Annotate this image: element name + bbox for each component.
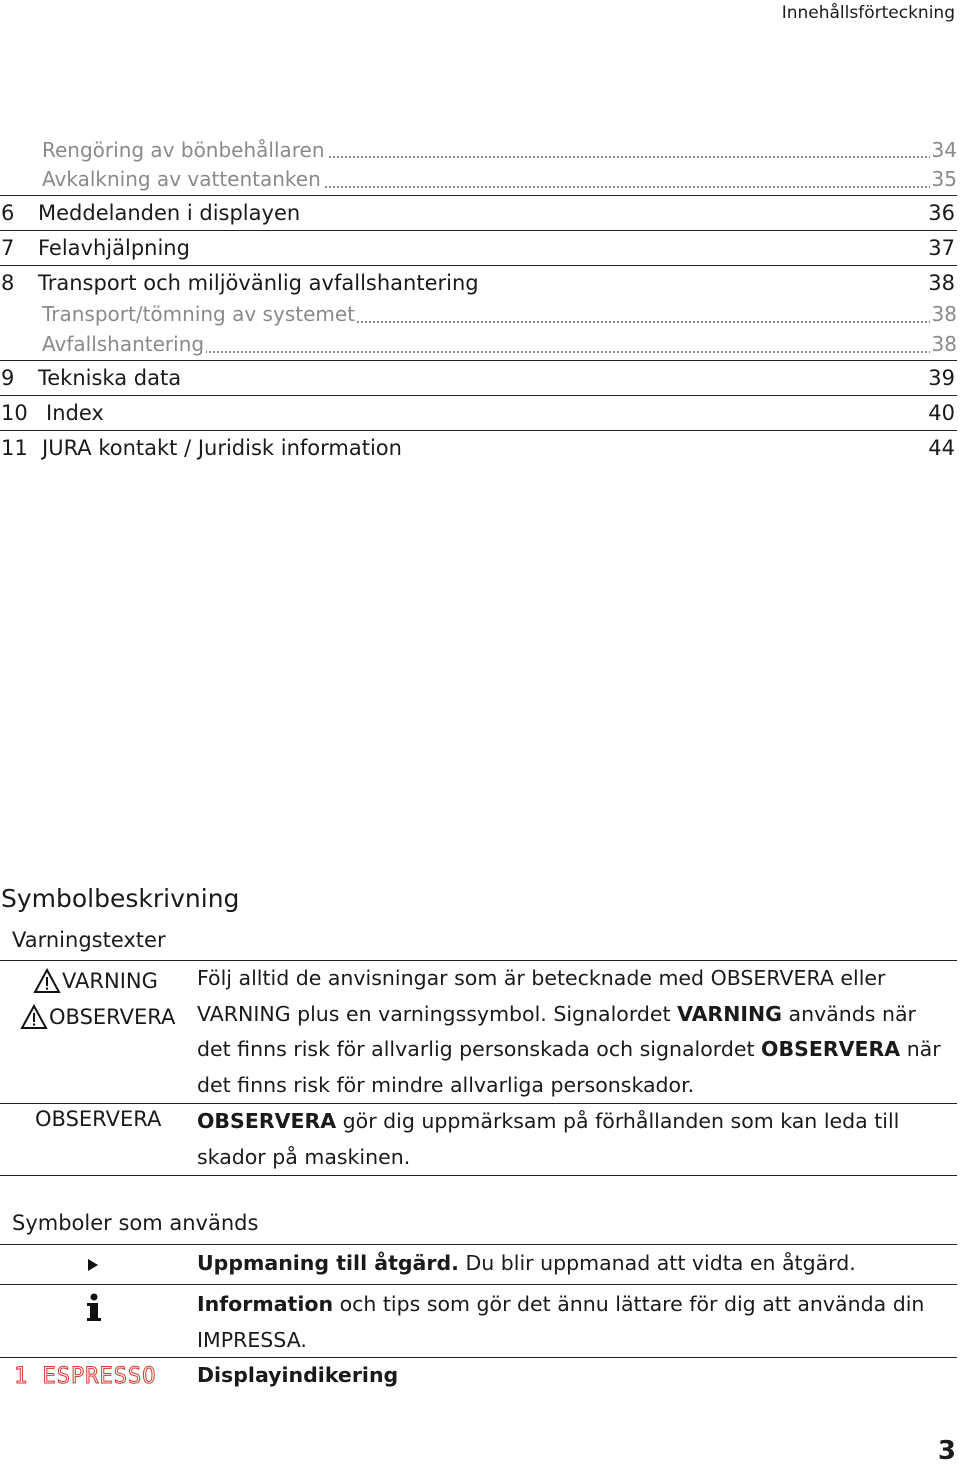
info-icon [82, 1291, 106, 1325]
toc-sub-entry[interactable] [42, 165, 957, 195]
toc-sub-page: 38 [930, 330, 957, 359]
caution-label [20, 1004, 175, 1030]
toc-chapter-number: 6 [1, 201, 15, 225]
toc-chapter-title: JURA kontakt / Juridisk information [42, 436, 402, 460]
toc-chapter-title: Index [46, 401, 104, 425]
warning-triangle-icon [20, 1004, 48, 1030]
toc-sub-title: Avfallshantering [42, 332, 205, 356]
info-description [197, 1287, 942, 1358]
warning-label-text: VARNING [62, 969, 158, 993]
warning-description [197, 961, 942, 1103]
toc-chapter-title: Meddelanden i displayen [38, 201, 301, 225]
toc-chapter-page: 38 [928, 271, 955, 295]
toc-sub-page: 35 [930, 165, 957, 194]
warnings-subtitle: Varningstexter [12, 928, 166, 952]
toc-sub-title: Avkalkning av vattentanken [42, 167, 321, 191]
divider [0, 1244, 957, 1245]
toc-chapter-page: 36 [928, 201, 955, 225]
page-header-title: Innehållsförteckning [781, 3, 955, 23]
desc-bold: Information [197, 1292, 334, 1316]
display-indicator-sample: 1 ESPRESSO [14, 1364, 157, 1389]
toc-chapter-title: Felavhjälpning [38, 236, 190, 260]
warning-triangle-icon [33, 968, 61, 994]
desc-text: Du blir uppmanad att vidta en åtgärd. [458, 1251, 856, 1275]
toc-sub-entry[interactable] [42, 300, 957, 330]
desc-text: gör dig uppmärksam på förhållanden som kan leda till skador på maskinen. [197, 1109, 900, 1169]
toc-sub-entry[interactable] [42, 330, 957, 360]
toc-chapter-number: 8 [1, 271, 15, 295]
warning-label [33, 968, 158, 994]
notice-description [197, 1104, 942, 1175]
action-arrow-icon [88, 1259, 98, 1271]
notice-label [35, 1107, 161, 1131]
display-description [197, 1358, 942, 1394]
action-description [197, 1246, 942, 1282]
toc-chapter-number: 10 [1, 401, 28, 425]
toc-chapter-page: 40 [928, 401, 955, 425]
divider [0, 1175, 957, 1176]
toc-chapter-page: 44 [928, 436, 955, 460]
toc-chapter-7[interactable] [0, 231, 957, 266]
toc-chapter-page: 37 [928, 236, 955, 260]
toc-chapter-number: 9 [1, 366, 15, 390]
page-number: 3 [937, 1436, 956, 1466]
toc-chapter-title: Transport och miljövänlig avfallshantering [38, 271, 479, 295]
toc-sub-title: Rengöring av bönbehållaren [42, 138, 325, 162]
desc-text: används när det finns risk för allvarlig personskada och signalordet [197, 1001, 916, 1061]
toc-chapter-title: Tekniska data [38, 366, 182, 390]
desc-bold: VARNING [677, 1001, 782, 1026]
section-title: Symbolbeskrivning [1, 884, 240, 913]
toc-chapter-number: 7 [1, 236, 15, 260]
toc-chapter-number: 11 [1, 436, 28, 460]
toc-chapter-6[interactable] [0, 196, 957, 231]
toc-chapter-10[interactable] [0, 396, 957, 431]
desc-bold: OBSERVERA [761, 1037, 901, 1061]
toc-sub-title: Transport/tömning av systemet [42, 302, 356, 326]
desc-bold: Displayindikering [197, 1363, 399, 1387]
desc-text: Följ alltid de anvisningar som är betecknade med OBSERVERA eller VARNING plus en varningssymbol. Signalordet [197, 966, 886, 1026]
toc-chapter-11[interactable] [0, 431, 957, 465]
desc-text: när det finns risk för mindre allvarliga personskador. [197, 1037, 941, 1097]
table-of-contents [0, 136, 957, 465]
toc-chapter-9[interactable] [0, 361, 957, 396]
desc-bold: Uppmaning till åtgärd. [197, 1251, 459, 1275]
toc-sub-entry[interactable] [42, 136, 957, 165]
caution-label-text: OBSERVERA [49, 1005, 176, 1029]
divider [0, 1284, 957, 1285]
desc-text: och tips som gör det ännu lättare för dig att använda din IMPRESSA. [197, 1292, 925, 1352]
notice-label-text: OBSERVERA [35, 1107, 162, 1131]
toc-sub-page: 34 [930, 136, 957, 165]
toc-chapter-8[interactable] [0, 266, 957, 300]
toc-chapter-page: 39 [928, 366, 955, 390]
desc-bold: OBSERVERA [197, 1109, 337, 1133]
toc-sub-page: 38 [930, 300, 957, 329]
used-symbols-subtitle: Symboler som används [12, 1211, 259, 1235]
